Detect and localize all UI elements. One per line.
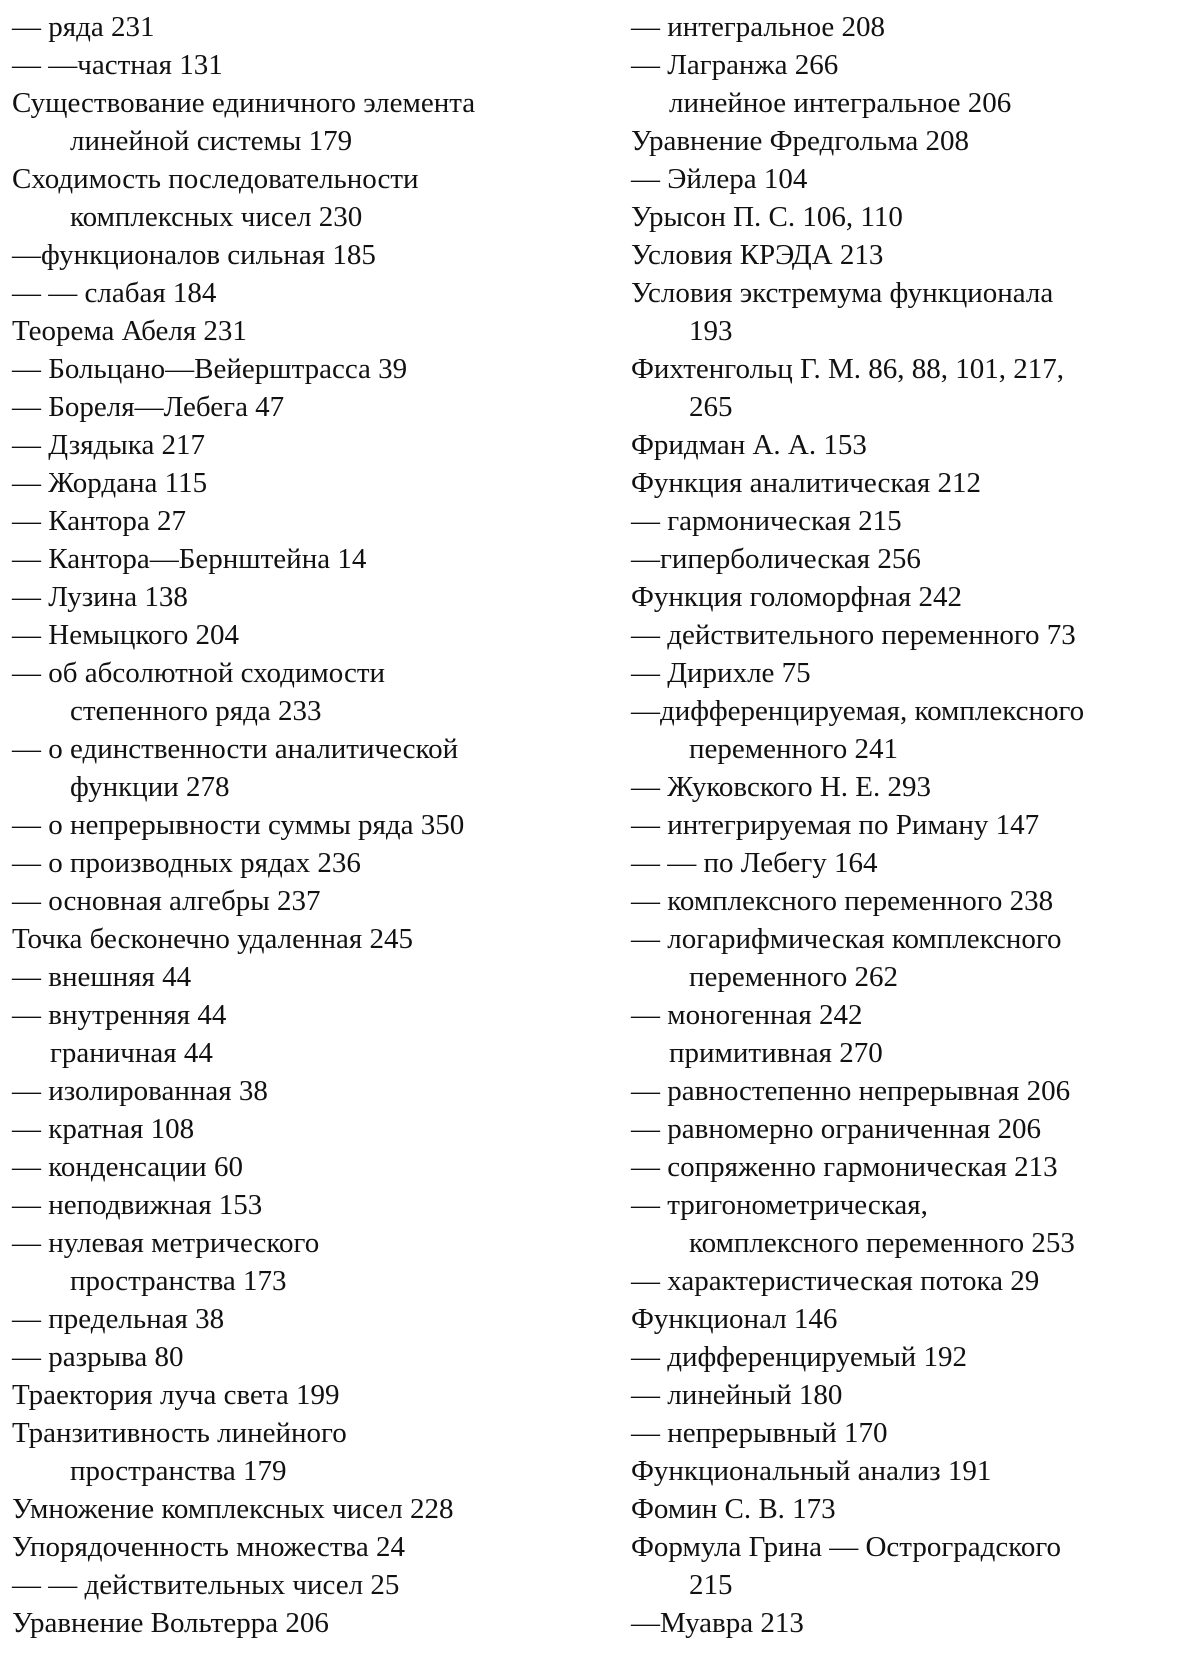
index-entry: — линейный 180 xyxy=(631,1379,843,1411)
index-entry: — Кантора 27 xyxy=(12,505,187,537)
index-entry: — —частная 131 xyxy=(12,49,223,81)
index-entry: линейное интегральное 206 xyxy=(669,87,1012,119)
index-entry-continuation: 215 xyxy=(689,1569,733,1601)
index-entry: — об абсолютной сходимости xyxy=(12,657,386,689)
index-entry: — Дзядыка 217 xyxy=(12,429,206,461)
index-entry-continuation: 193 xyxy=(689,315,733,347)
index-entry: Транзитивность линейного xyxy=(12,1417,347,1449)
index-entry: Сходимость последовательности xyxy=(12,163,419,195)
index-entry: — кратная 108 xyxy=(12,1113,195,1145)
index-entry: — дифференцируемый 192 xyxy=(631,1341,967,1373)
index-column-right xyxy=(631,8,1191,1642)
index-entry: —гиперболическая 256 xyxy=(631,543,921,575)
index-entry-continuation: пространства 173 xyxy=(70,1265,287,1297)
index-entry: — конденсации 60 xyxy=(12,1151,243,1183)
index-entry: Функционал 146 xyxy=(631,1303,838,1335)
index-entry-continuation: 265 xyxy=(689,391,733,423)
index-entry-continuation: линейной системы 179 xyxy=(70,125,353,157)
index-entry-continuation: комплексного переменного 253 xyxy=(689,1227,1075,1259)
index-entry-continuation: переменного 262 xyxy=(689,961,898,993)
index-entry: Траектория луча света 199 xyxy=(12,1379,340,1411)
index-entry: Функция аналитическая 212 xyxy=(631,467,982,499)
index-entry: — логарифмическая комплексного xyxy=(631,923,1062,955)
index-entry: — неподвижная 153 xyxy=(12,1189,263,1221)
index-entry: Теорема Абеля 231 xyxy=(12,315,247,347)
index-entry: — основная алгебры 237 xyxy=(12,885,321,917)
index-entry: — гармоническая 215 xyxy=(631,505,902,537)
index-entry-continuation: пространства 179 xyxy=(70,1455,287,1487)
index-entry: — равномерно ограниченная 206 xyxy=(631,1113,1042,1145)
index-entry: — Лузина 138 xyxy=(12,581,188,613)
index-entry: — действительного переменного 73 xyxy=(631,619,1076,651)
index-entry: Упорядоченность множества 24 xyxy=(12,1531,405,1563)
index-entry: Уравнение Вольтерра 206 xyxy=(12,1607,329,1639)
index-entry: Фихтенгольц Г. М. 86, 88, 101, 217, xyxy=(631,353,1065,385)
index-entry: — интегрируемая по Риману 147 xyxy=(631,809,1040,841)
index-entry: — Кантора—Бернштейна 14 xyxy=(12,543,367,575)
index-entry: — комплексного переменного 238 xyxy=(631,885,1054,917)
index-entry: — моногенная 242 xyxy=(631,999,863,1031)
index-entry: — ряда 231 xyxy=(12,11,155,43)
index-entry: — Лагранжа 266 xyxy=(631,49,839,81)
index-entry: — Больцано—Вейерштрасса 39 xyxy=(12,353,408,385)
index-entry: Урысон П. С. 106, 110 xyxy=(631,201,903,233)
index-entry-continuation: комплексных чисел 230 xyxy=(70,201,363,233)
index-entry: Формула Грина — Остроградского xyxy=(631,1531,1062,1563)
index-column-left xyxy=(12,8,612,1642)
index-entry: — Дирихле 75 xyxy=(631,657,811,689)
index-entry: Условия экстремума функционала xyxy=(631,277,1054,309)
index-entry: — Жуковского Н. Е. 293 xyxy=(631,771,932,803)
index-entry: Фридман А. А. 153 xyxy=(631,429,867,461)
index-entry: граничная 44 xyxy=(50,1037,213,1069)
index-entry: Точка бесконечно удаленная 245 xyxy=(12,923,414,955)
index-entry: — сопряженно гармоническая 213 xyxy=(631,1151,1058,1183)
index-entry: — характеристическая потока 29 xyxy=(631,1265,1040,1297)
index-entry: — Эйлера 104 xyxy=(631,163,808,195)
index-entry-continuation: переменного 241 xyxy=(689,733,898,765)
index-entry: Функциональный анализ 191 xyxy=(631,1455,992,1487)
index-entry: — — по Лебегу 164 xyxy=(631,847,878,879)
index-entry: — интегральное 208 xyxy=(631,11,886,43)
index-entry: Существование единичного элемента xyxy=(12,87,476,119)
index-entry: — о непрерывности суммы ряда 350 xyxy=(12,809,465,841)
index-entry: — тригонометрическая, xyxy=(631,1189,928,1221)
index-entry: — непрерывный 170 xyxy=(631,1417,888,1449)
index-entry: — Жордана 115 xyxy=(12,467,208,499)
index-entry: — предельная 38 xyxy=(12,1303,225,1335)
index-entry: — — действительных чисел 25 xyxy=(12,1569,400,1601)
index-entry-continuation: степенного ряда 233 xyxy=(70,695,322,727)
index-entry: — о единственности аналитической xyxy=(12,733,459,765)
index-entry-continuation: функции 278 xyxy=(70,771,230,803)
index-entry: примитивная 270 xyxy=(669,1037,883,1069)
index-entry: Уравнение Фредгольма 208 xyxy=(631,125,970,157)
index-entry: — внутренняя 44 xyxy=(12,999,227,1031)
index-entry: — равностепенно непрерывная 206 xyxy=(631,1075,1071,1107)
index-entry: — Немыцкого 204 xyxy=(12,619,239,651)
index-entry: — внешняя 44 xyxy=(12,961,192,993)
index-entry: Условия КРЭДА 213 xyxy=(631,239,884,271)
index-entry: — изолированная 38 xyxy=(12,1075,268,1107)
index-entry: — разрыва 80 xyxy=(12,1341,184,1373)
index-entry: Фомин С. В. 173 xyxy=(631,1493,836,1525)
index-entry: Умножение комплексных чисел 228 xyxy=(12,1493,454,1525)
index-entry: —функционалов сильная 185 xyxy=(12,239,376,271)
index-entry: —дифференцируемая, комплексного xyxy=(631,695,1085,727)
index-entry: — нулевая метрического xyxy=(12,1227,320,1259)
index-entry: — Бореля—Лебега 47 xyxy=(12,391,285,423)
index-entry: —Муавра 213 xyxy=(631,1607,804,1639)
index-entry: — — слабая 184 xyxy=(12,277,217,309)
index-entry: — о производных рядах 236 xyxy=(12,847,361,879)
index-entry: Функция голоморфная 242 xyxy=(631,581,962,613)
